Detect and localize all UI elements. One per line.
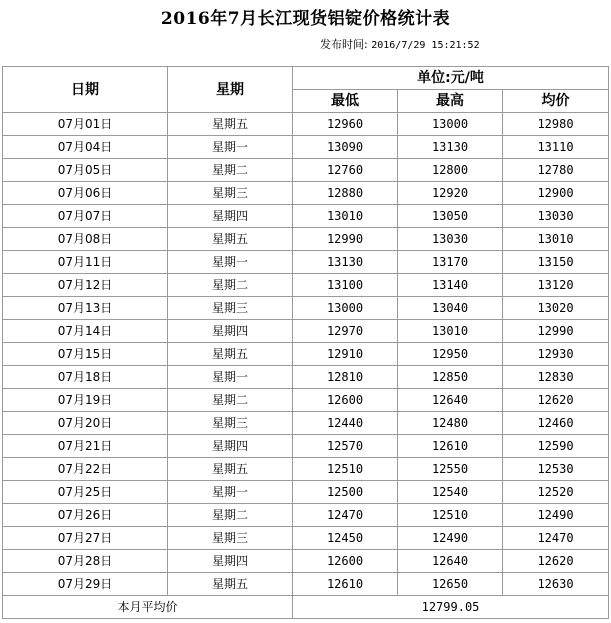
- monthly-average-row: [3, 596, 609, 619]
- table-row: [3, 527, 609, 550]
- cell-avg: 12530: [503, 458, 609, 481]
- cell-low: 13000: [293, 297, 398, 320]
- cell-high: 12610: [398, 435, 503, 458]
- cell-avg: 12590: [503, 435, 609, 458]
- cell-weekday: 星期三: [168, 527, 293, 550]
- cell-avg: 12930: [503, 343, 609, 366]
- cell-avg: 13030: [503, 205, 609, 228]
- cell-high: 12490: [398, 527, 503, 550]
- table-row: [3, 274, 609, 297]
- cell-low: 12470: [293, 504, 398, 527]
- cell-high: 13170: [398, 251, 503, 274]
- cell-avg: 13110: [503, 136, 609, 159]
- table-row: [3, 113, 609, 136]
- cell-high: 12510: [398, 504, 503, 527]
- cell-avg: 12990: [503, 320, 609, 343]
- table-row: [3, 481, 609, 504]
- cell-low: 12970: [293, 320, 398, 343]
- cell-weekday: 星期二: [168, 159, 293, 182]
- cell-date: 07月26日: [3, 504, 168, 527]
- cell-date: 07月15日: [3, 343, 168, 366]
- cell-date: 07月18日: [3, 366, 168, 389]
- table-row: [3, 136, 609, 159]
- cell-weekday: 星期五: [168, 113, 293, 136]
- cell-low: 12600: [293, 389, 398, 412]
- table-row: [3, 412, 609, 435]
- cell-low: 12910: [293, 343, 398, 366]
- page-title: 2016年7月长江现货铝锭价格统计表: [160, 9, 451, 29]
- table-row: [3, 182, 609, 205]
- cell-weekday: 星期三: [168, 412, 293, 435]
- table-row: [3, 573, 609, 596]
- table-row: [3, 366, 609, 389]
- cell-high: 12480: [398, 412, 503, 435]
- cell-high: 12640: [398, 550, 503, 573]
- cell-date: 07月08日: [3, 228, 168, 251]
- cell-weekday: 星期五: [168, 228, 293, 251]
- cell-avg: 12780: [503, 159, 609, 182]
- cell-date: 07月25日: [3, 481, 168, 504]
- cell-avg: 12620: [503, 550, 609, 573]
- cell-weekday: 星期五: [168, 343, 293, 366]
- cell-low: 12960: [293, 113, 398, 136]
- header-weekday: 星期: [168, 67, 293, 113]
- cell-low: 12810: [293, 366, 398, 389]
- publish-time-label: 发布时间:: [320, 38, 368, 51]
- cell-date: 07月21日: [3, 435, 168, 458]
- price-table: [2, 66, 609, 619]
- cell-date: 07月29日: [3, 573, 168, 596]
- cell-weekday: 星期五: [168, 458, 293, 481]
- cell-date: 07月19日: [3, 389, 168, 412]
- publish-timestamp: 2016/7/29 15:21:52: [371, 40, 480, 51]
- cell-date: 07月28日: [3, 550, 168, 573]
- cell-high: 13040: [398, 297, 503, 320]
- table-row: [3, 159, 609, 182]
- cell-high: 13050: [398, 205, 503, 228]
- cell-weekday: 星期四: [168, 550, 293, 573]
- cell-low: 13090: [293, 136, 398, 159]
- cell-low: 12990: [293, 228, 398, 251]
- cell-weekday: 星期四: [168, 435, 293, 458]
- cell-weekday: 星期四: [168, 205, 293, 228]
- cell-date: 07月22日: [3, 458, 168, 481]
- table-footer: [3, 596, 609, 619]
- cell-weekday: 星期三: [168, 182, 293, 205]
- cell-high: 13030: [398, 228, 503, 251]
- table-row: [3, 251, 609, 274]
- cell-date: 07月07日: [3, 205, 168, 228]
- table-header: [3, 67, 609, 113]
- header-avg: 均价: [503, 90, 609, 113]
- cell-date: 07月27日: [3, 527, 168, 550]
- cell-high: 12850: [398, 366, 503, 389]
- cell-weekday: 星期一: [168, 136, 293, 159]
- table-row: [3, 205, 609, 228]
- cell-low: 12570: [293, 435, 398, 458]
- cell-high: 12540: [398, 481, 503, 504]
- table-row: [3, 297, 609, 320]
- cell-low: 12880: [293, 182, 398, 205]
- monthly-average-label: 本月平均价: [3, 596, 293, 619]
- cell-low: 12450: [293, 527, 398, 550]
- cell-date: 07月14日: [3, 320, 168, 343]
- cell-high: 12640: [398, 389, 503, 412]
- cell-date: 07月06日: [3, 182, 168, 205]
- cell-low: 12610: [293, 573, 398, 596]
- cell-date: 07月13日: [3, 297, 168, 320]
- cell-low: 12760: [293, 159, 398, 182]
- header-date: 日期: [3, 67, 168, 113]
- cell-low: 13130: [293, 251, 398, 274]
- cell-high: 13000: [398, 113, 503, 136]
- cell-avg: 12490: [503, 504, 609, 527]
- table-row: [3, 458, 609, 481]
- table-row: [3, 343, 609, 366]
- monthly-average-value: 12799.05: [293, 596, 609, 619]
- cell-weekday: 星期一: [168, 251, 293, 274]
- table-row: [3, 504, 609, 527]
- table-row: [3, 320, 609, 343]
- cell-low: 12440: [293, 412, 398, 435]
- cell-high: 12550: [398, 458, 503, 481]
- cell-high: 12920: [398, 182, 503, 205]
- cell-avg: 12830: [503, 366, 609, 389]
- publish-time: [320, 37, 480, 54]
- cell-high: 12950: [398, 343, 503, 366]
- table-row: [3, 389, 609, 412]
- cell-avg: 13010: [503, 228, 609, 251]
- cell-high: 13010: [398, 320, 503, 343]
- cell-low: 12500: [293, 481, 398, 504]
- cell-weekday: 星期五: [168, 573, 293, 596]
- cell-weekday: 星期二: [168, 504, 293, 527]
- table-row: [3, 228, 609, 251]
- table-row: [3, 435, 609, 458]
- cell-low: 13100: [293, 274, 398, 297]
- cell-date: 07月20日: [3, 412, 168, 435]
- cell-avg: 12630: [503, 573, 609, 596]
- header-unit: 单位:元/吨: [293, 67, 609, 90]
- cell-weekday: 星期一: [168, 366, 293, 389]
- header-low: 最低: [293, 90, 398, 113]
- table-row: [3, 550, 609, 573]
- table-body: [3, 113, 609, 596]
- header-high: 最高: [398, 90, 503, 113]
- cell-date: 07月11日: [3, 251, 168, 274]
- cell-weekday: 星期三: [168, 297, 293, 320]
- cell-high: 13130: [398, 136, 503, 159]
- cell-date: 07月05日: [3, 159, 168, 182]
- cell-avg: 13020: [503, 297, 609, 320]
- cell-high: 13140: [398, 274, 503, 297]
- cell-date: 07月01日: [3, 113, 168, 136]
- cell-avg: 13120: [503, 274, 609, 297]
- cell-avg: 13150: [503, 251, 609, 274]
- cell-weekday: 星期二: [168, 389, 293, 412]
- cell-avg: 12520: [503, 481, 609, 504]
- cell-high: 12650: [398, 573, 503, 596]
- cell-avg: 12980: [503, 113, 609, 136]
- header-row-top: [3, 67, 609, 90]
- cell-low: 13010: [293, 205, 398, 228]
- cell-date: 07月04日: [3, 136, 168, 159]
- cell-weekday: 星期一: [168, 481, 293, 504]
- cell-low: 12600: [293, 550, 398, 573]
- cell-avg: 12460: [503, 412, 609, 435]
- cell-avg: 12900: [503, 182, 609, 205]
- cell-low: 12510: [293, 458, 398, 481]
- cell-avg: 12620: [503, 389, 609, 412]
- cell-date: 07月12日: [3, 274, 168, 297]
- cell-weekday: 星期四: [168, 320, 293, 343]
- cell-avg: 12470: [503, 527, 609, 550]
- cell-weekday: 星期二: [168, 274, 293, 297]
- cell-high: 12800: [398, 159, 503, 182]
